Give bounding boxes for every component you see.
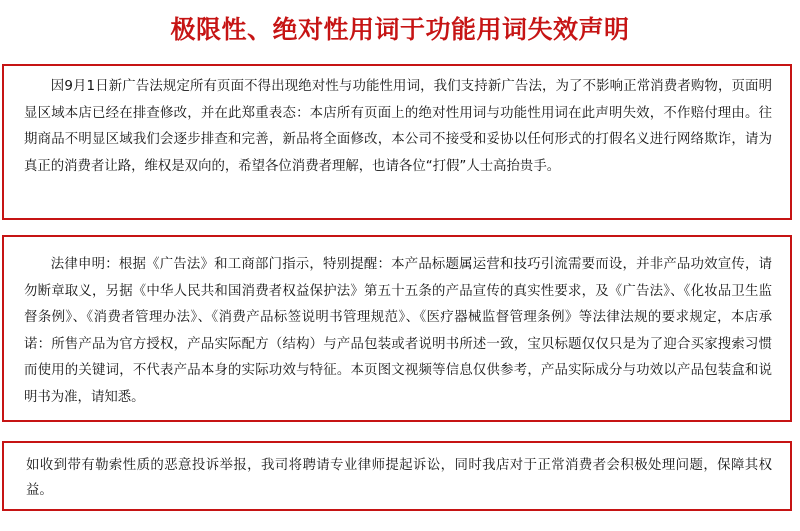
- statement-notice-text: 因9月1日新广告法规定所有页面不得出现绝对性与功能性用词，我们支持新广告法，为了不影响正常消费者购物，页面明显区域本店已经在排查修改，并在此郑重表态：本店所有页面上的绝对性用词与功能性用词在此声明失效，不作赔付理由。往期商品不明显区域我们会逐步排查和完善，新品将全面修改，本公司不接受和妥协以任何形式的打假名义进行网络欺诈，请为真正的消费者让路，维权是双向的，希望各位消费者理解，也请各位“打假”人士高抬贵手。: [24, 79, 772, 174]
- complaint-notice-text: 如收到带有勒索性质的恶意投诉举报，我司将聘请专业律师提起诉讼，同时我店对于正常消费者会积极处理问题，保障其权益。: [26, 458, 772, 498]
- page-title: 极限性、绝对性用词于功能用词失效声明: [170, 15, 630, 44]
- complaint-notice-box: [2, 441, 792, 511]
- legal-notice-box: [2, 235, 792, 422]
- statement-notice-box: [2, 64, 792, 220]
- legal-notice-text: 法律申明：根据《广告法》和工商部门指示，特别提醒：本产品标题属运营和技巧引流需要而设，并非产品功效宣传，请勿断章取义，另据《中华人民共和国消费者权益保护法》第五十五条的产品宣传的真实性要求，及《广告法》、《化妆品卫生监督条例》、《消费者管理办法》、《消费产品标签说明书管理规范》、《医疗器械监督管理条例》等法律法规的要求规定，本店承诺：所售产品为官方授权，产品实际配方（结构）与产品包装或者说明书所述一致，宝贝标题仅仅只是为了迎合买家搜索习惯而使用的关键词，不代表产品本身的实际功效与特征。本页图文视频等信息仅供参考，产品实际成分与功效以产品包装盒和说明书为准，请知悉。: [24, 257, 772, 405]
